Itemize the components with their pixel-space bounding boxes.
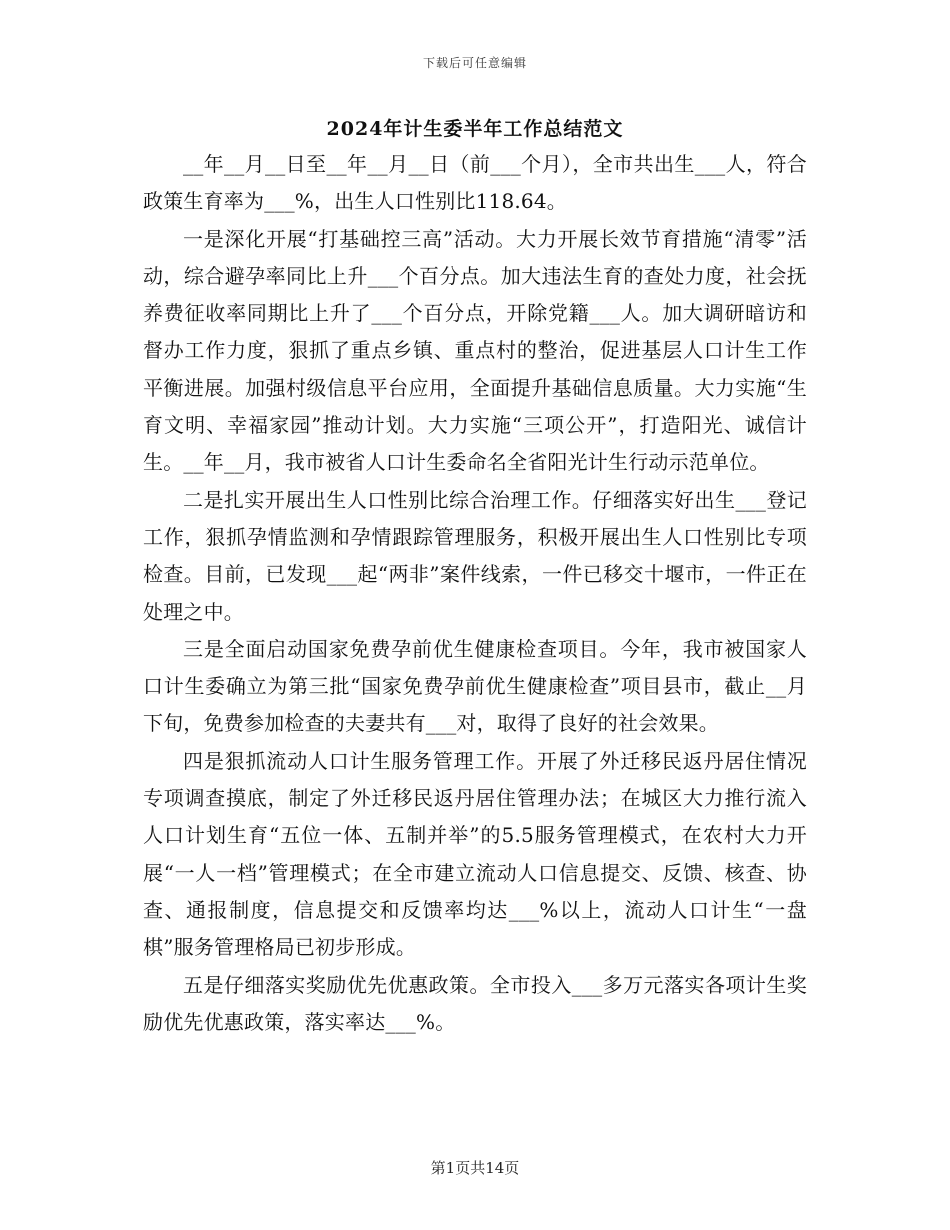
document-title: 2024年计生委半年工作总结范文 bbox=[326, 118, 624, 140]
paragraph-item-2: 二是扎实开展出生人口性别比综合治理工作。仔细落实好出生___登记工作，狠抓孕情监测和孕情跟踪管理服务，积极开展出生人口性别比专项检查。目前，已发现___起“两非”案件线索，一件已移交十堰市，一件正在处理之中。 bbox=[143, 487, 807, 624]
paragraph-item-3: 三是全面启动国家免费孕前优生健康检查项目。今年，我市被国家人口计生委确立为第三批“国家免费孕前优生健康检查”项目县市，截止__月下旬，免费参加检查的夫妻共有___对，取得了良好的社会效果。 bbox=[143, 636, 807, 736]
paragraph-item-1: 一是深化开展“打基础控三高”活动。大力开展长效节育措施“清零”活动，综合避孕率同比上升___个百分点。加大违法生育的查处力度，社会抚养费征收率同期比上升了___个百分点，开除党籍___人。加大调研暗访和督办工作力度，狠抓了重点乡镇、重点村的整治，促进基层人口计生工作平衡进展。加强村级信息平台应用，全面提升基础信息质量。大力实施“生育文明、幸福家园”推动计划。大力实施“三项公开”，打造阳光、诚信计生。__年__月，我市被省人口计生委命名全省阳光计生行动示范单位。 bbox=[143, 226, 807, 475]
document-body bbox=[143, 146, 807, 1041]
page-number: 第1页共14页 bbox=[430, 1159, 520, 1177]
paragraph-item-4: 四是狠抓流动人口计生服务管理工作。开展了外迁移民返丹居住情况专项调查摸底，制定了外迁移民返丹居住管理办法；在城区大力推行流入人口计划生育“五位一体、五制并举”的5.5服务管理模式，在农村大力开展“一人一档”管理模式；在全市建立流动人口信息提交、反馈、核查、协查、通报制度，信息提交和反馈率均达___%以上，流动人口计生“一盘棋”服务管理格局已初步形成。 bbox=[143, 748, 807, 960]
paragraph-item-5: 五是仔细落实奖励优先优惠政策。全市投入___多万元落实各项计生奖励优先优惠政策，落实率达___%。 bbox=[143, 972, 807, 1034]
paragraph-intro: __年__月__日至__年__月__日（前___个月），全市共出生___人，符合政策生育率为___%，出生人口性别比118.64。 bbox=[143, 152, 807, 214]
download-note: 下载后可任意编辑 bbox=[422, 56, 527, 70]
